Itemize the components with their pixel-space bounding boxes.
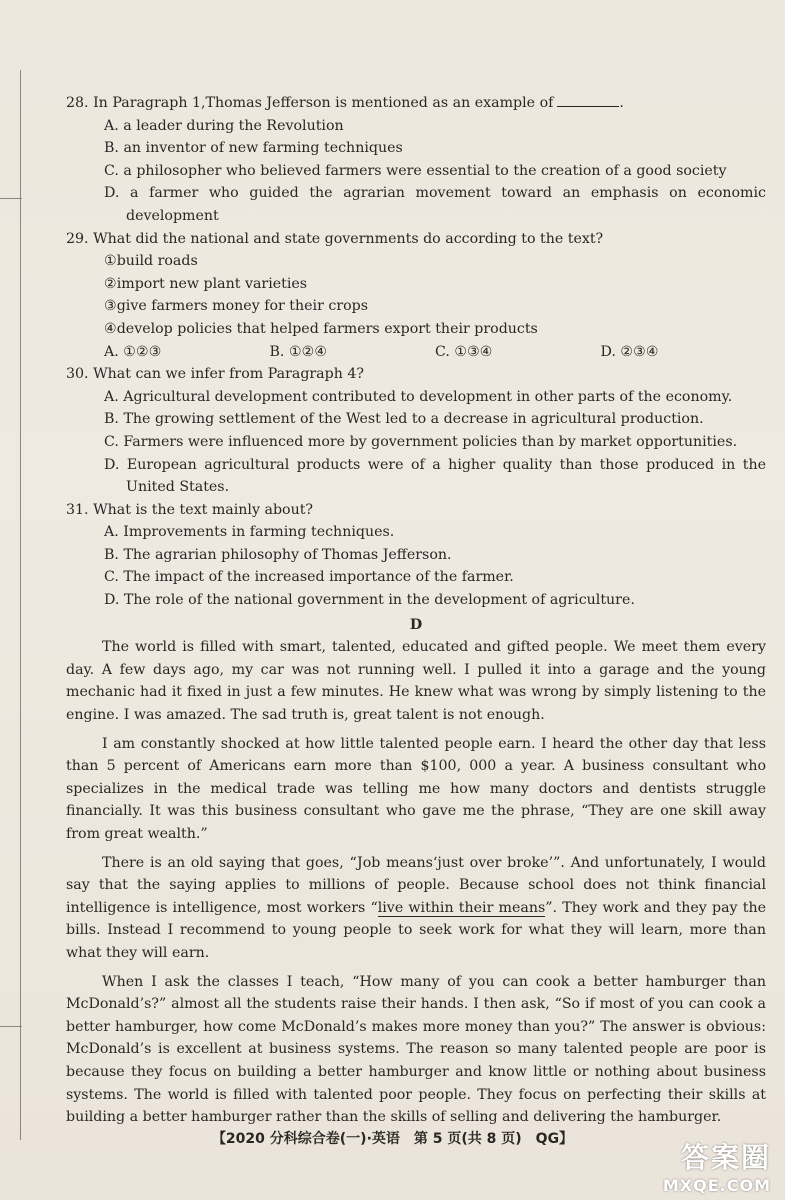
option-30a: A. Agricultural development contributed to development in other parts of the economy.	[104, 388, 733, 405]
margin-tick	[0, 198, 22, 199]
answer-blank	[557, 92, 619, 107]
options-29	[104, 341, 766, 364]
watermark-url: MXQE.COM	[662, 1176, 771, 1195]
item-29-1: ①build roads	[104, 253, 198, 270]
option-29d: D. ②③④	[600, 343, 659, 360]
question-29-stem: 29. What did the national and state governments do according to the text?	[66, 230, 604, 247]
passage-paragraph-3	[66, 852, 766, 965]
option-28a: A. a leader during the Revolution	[104, 117, 344, 134]
question-31-stem: 31. What is the text mainly about?	[66, 501, 314, 518]
item-29-2: ②import new plant varieties	[104, 275, 308, 292]
underlined-phrase: live within their means	[377, 899, 546, 916]
option-28d: D. a farmer who guided the agrarian movement toward an emphasis on economic development	[104, 185, 766, 224]
passage-paragraph-1: The world is filled with smart, talented, educated and gifted people. We meet them every day. A few days ago, my car was not running well. I pulled it into a garage and the young mechanic had it fixed in just a few minutes. He knew what was wrong by simply listening to the engine. I was amazed. The sad truth is, great talent is not enough.	[66, 639, 766, 724]
option-30d: D. European agricultural products were of a higher quality than those produced in the United States.	[104, 456, 766, 496]
option-29c: C. ①③④	[435, 343, 493, 360]
option-31b: B. The agrarian philosophy of Thomas Jefferson.	[104, 546, 452, 563]
option-28b: B. an inventor of new farming techniques	[104, 140, 403, 157]
option-31c: C. The impact of the increased importance of the farmer.	[104, 569, 514, 586]
option-29b: B. ①②④	[269, 343, 328, 360]
watermark-logo-text: 答案圈	[680, 1141, 771, 1174]
paragraph-3-text-a: There is an old saying that goes, “Job means‘just over broke’”. And unfortunately, I would say that the saying applies to millions of people. Because school does not think financial intelligence is intelligence, most workers “	[66, 854, 766, 916]
paragraph-3-text-b: ”. They work and they pay the bills. Instead I recommend to young people to seek work for what they will learn, more than what they will earn.	[66, 899, 766, 961]
binding-margin-line	[20, 70, 21, 1140]
option-29a: A. ①②③	[104, 343, 162, 360]
question-30-stem: 30. What can we infer from Paragraph 4?	[66, 366, 365, 383]
item-29-4: ④develop policies that helped farmers export their products	[104, 320, 538, 337]
question-28-period: .	[619, 95, 624, 111]
option-30c: C. Farmers were influenced more by government policies than by market opportunities.	[104, 433, 738, 450]
passage-paragraph-2: I am constantly shocked at how little talented people earn. I heard the other day that less than 5 percent of Americans earn more than $100, 000 a year. A business consultant who specializes in the medical trade was telling me how many doctors and dentists struggle financially. It was this business consultant who gave me the phrase, “They are one skill away from great wealth.”	[66, 735, 766, 842]
option-28c: C. a philosopher who believed farmers were essential to the creation of a good society	[104, 162, 727, 179]
exam-content	[66, 92, 766, 1135]
option-30b: B. The growing settlement of the West led to a decrease in agricultural production.	[104, 411, 704, 428]
margin-tick	[0, 1026, 22, 1027]
option-31a: A. Improvements in farming techniques.	[104, 524, 395, 541]
item-29-3: ③give farmers money for their crops	[104, 298, 369, 315]
site-watermark	[663, 1136, 771, 1195]
section-heading: D	[409, 616, 423, 633]
passage-paragraph-4: When I ask the classes I teach, “How many of you can cook a better hamburger than McDonald’s?” almost all the students raise their hands. I then ask, “So if most of you can cook a better hamburger, how come McDonald’s makes more money than you?” The answer is obvious: McDonald’s is excellent at business systems. The reason so many talented people are poor is because they focus on building a better hamburger and know little or nothing about business systems. The world is filled with talented poor people. They focus on perfecting their skills at building a better hamburger rather than the skills of selling and delivering the hamburger.	[66, 973, 766, 1126]
option-31d: D. The role of the national government in the development of agriculture.	[104, 592, 635, 609]
question-28	[66, 92, 766, 115]
question-28-stem: 28. In Paragraph 1,Thomas Jefferson is mentioned as an example of	[66, 95, 554, 111]
page-footer: 【2020 分科综合卷(一)·英语 第 5 页(共 8 页) QG】	[211, 1131, 574, 1147]
